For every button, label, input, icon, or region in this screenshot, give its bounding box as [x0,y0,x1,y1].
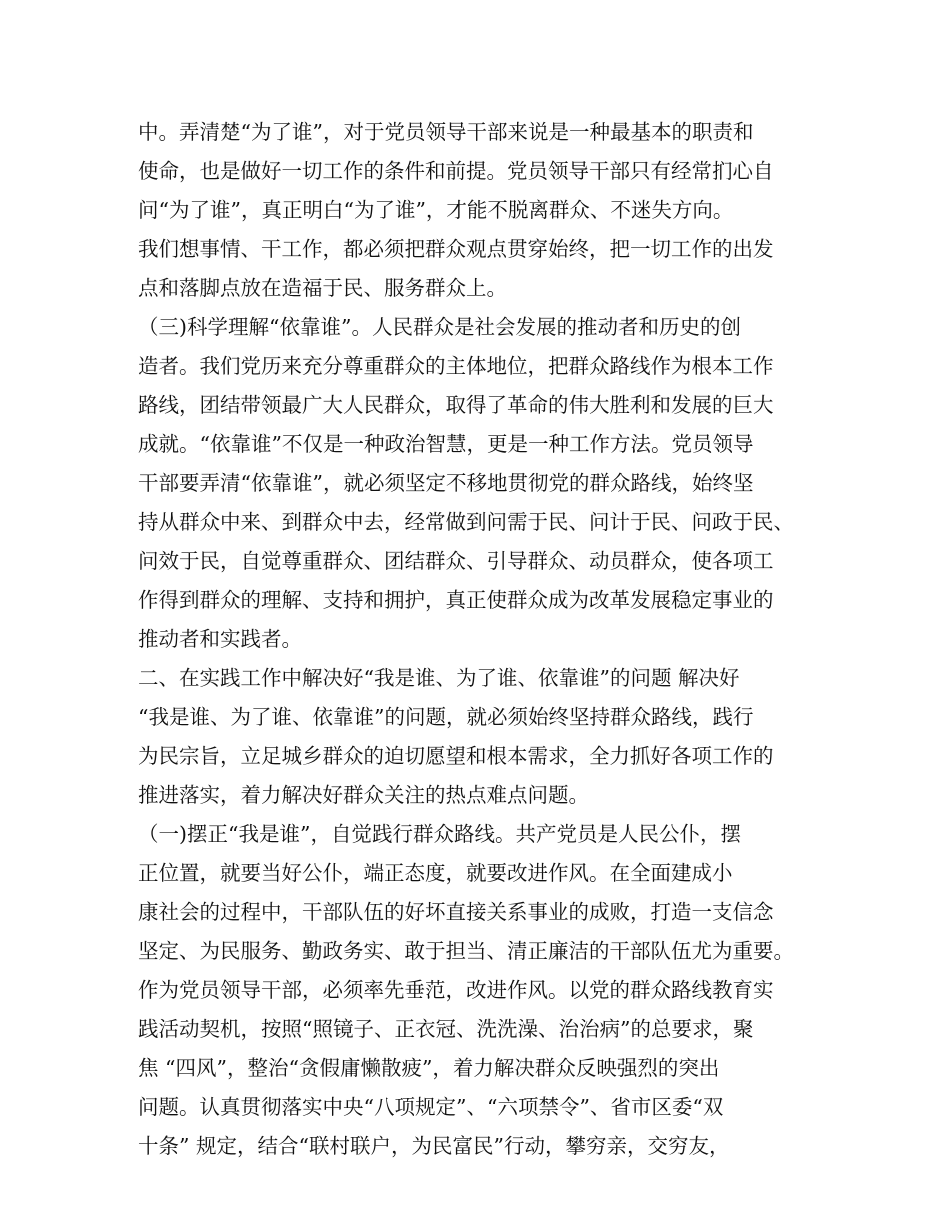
text-line: 成就。“依靠谁”不仅是一种政治智慧，更是一种工作方法。党员领导 [138,432,754,456]
text-line: 造者。我们党历来充分尊重群众的主体地位，把群众路线作为根本工作 [138,354,774,378]
text-line: 焦 “四风”，整治“贪假庸懒散疲”，着力解决群众反映强烈的突出 [138,1056,720,1080]
text-line: 为民宗旨，立足城乡群众的迫切愿望和根本需求，全力抓好各项工作的 [138,744,774,768]
text-line: 十条” 规定，结合“联村联户，为民富民”行动，攀穷亲，交穷友， [138,1134,730,1158]
body-text [138,113,838,1166]
text-line: 推动者和实践者。 [138,627,302,651]
text-line: 使命，也是做好一切工作的条件和前提。党员领导干部只有经常扪心自 [138,159,774,183]
text-line: 践活动契机，按照“照镜子、正衣冠、洗洗澡、治治病”的总要求，聚 [138,1017,754,1041]
text-line: 问“为了谁”，真正明白“为了谁”，才能不脱离群众、不迷失方向。 [138,198,734,222]
text-line: 点和落脚点放在造福于民、服务群众上。 [138,276,507,300]
text-line: 康社会的过程中，干部队伍的好坏直接关系事业的成败，打造一支信念 [138,900,774,924]
text-line: （三)科学理解“依靠谁”。人民群众是社会发展的推动者和历史的创 [138,315,741,339]
text-line: 作为党员领导干部，必须率先垂范，改进作风。以党的群众路线教育实 [138,978,774,1002]
text-line: 作得到群众的理解、支持和拥护，真正使群众成为改革发展稳定事业的 [138,588,774,612]
text-line: 推进落实，着力解决好群众关注的热点难点问题。 [138,783,589,807]
text-line: 正位置，就要当好公仆，端正态度，就要改进作风。在全面建成小 [138,861,733,885]
text-line: 问效于民，自觉尊重群众、团结群众、引导群众、动员群众，使各项工 [138,549,774,573]
text-line: 问题。认真贯彻落实中央“八项规定”、“六项禁令”、省市区委“双 [138,1095,724,1119]
section-heading-line: 二、在实践工作中解决好“我是谁、为了谁、依靠谁”的问题 解决好 [138,666,740,690]
text-line: 路线，团结带领最广大人民群众，取得了革命的伟大胜利和发展的巨大 [138,393,774,417]
text-line: 干部要弄清“依靠谁”，就必须坚定不移地贯彻党的群众路线，始终坚 [138,471,754,495]
text-line: 持从群众中来、到群众中去，经常做到问需于民、问计于民、问政于民、 [138,510,794,534]
text-line: “我是谁、为了谁、依靠谁”的问题，就必须始终坚持群众路线，践行 [138,705,754,729]
text-line: 中。弄清楚“为了谁”，对于党员领导干部来说是一种最基本的职责和 [138,120,754,144]
text-line: 坚定、为民服务、勤政务实、敢于担当、清正廉洁的干部队伍尤为重要。 [138,939,794,963]
text-line: （一)摆正“我是谁”，自觉践行群众路线。共产党员是人民公仆，摆 [138,822,741,846]
text-line: 我们想事情、干工作，都必须把群众观点贯穿始终，把一切工作的出发 [138,237,774,261]
